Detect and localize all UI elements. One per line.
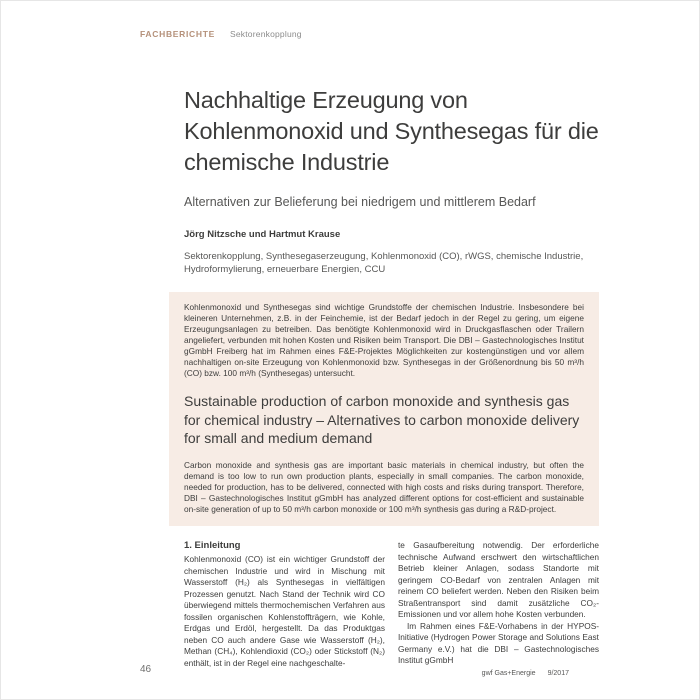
abstract-english: Carbon monoxide and synthesis gas are important basic materials in chemical industry, but often the demand is too low to run own production plants, especially in small companies. The carbon monoxide, needed for production, has to be delivered, connected with high costs and risks during transport. Therefore, DBI – Gastechnologisches Institut gGmbH has analyzed different options for cost-efficient and sustainable on-site generation of up to 50 m³/h carbon monoxide or 100 m³/h synthesis gas during a R&D-project. (184, 459, 584, 514)
body-paragraph-right-1: te Gasaufbereitung notwendig. Der erforderliche technische Aufwand erschwert den wirtschaftlichen Betrieb kleiner Anlagen, sodass Standorte mit geringem CO-Bedarf von zentralen Anlagen mit reinem CO beliefert werden. Neben den Risiken beim Straßentransport sind damit zusätzliche CO₂-Emissionen und vor allem hohe Kosten verbunden. (398, 540, 599, 619)
kicker-category: FACHBERICHTE (140, 29, 215, 39)
abstract-box (169, 292, 599, 526)
body-columns (184, 540, 599, 669)
section-heading: 1. Einleitung (184, 540, 241, 551)
body-paragraph-left: Kohlenmonoxid (CO) ist ein wichtiger Grundstoff der chemischen Industrie und wird in Mischung mit Wasserstoff (H₂) als Synthesegas in vielfältigen Prozessen genutzt. Nach Stand der Technik wird CO überwiegend mittels thermochemischen Verfahren aus fossilen organischen Kohlenstoffträgern, wie Kohle, Erdgas und Erdöl, hergestellt. Da das Produktgas neben CO auch andere Gase wie Wasserstoff (H₂), Methan (CH₄), Kohlendioxid (CO₂) oder Stickstoff (N₂) enthält, ist in der Regel eine nachgeschalte- (184, 554, 385, 668)
footer-page-number: 46 (140, 664, 152, 675)
article-keywords: Sektorenkopplung, Synthesegaserzeugung, Kohlenmonoxid (CO), rWGS, chemische Industrie, Hydroformylierung, erneuerbare Energien, CCU (184, 251, 584, 275)
kicker-topic: Sektorenkopplung (230, 29, 302, 39)
body-paragraph-right-2: Im Rahmen eines F&E-Vorhabens in der HYPOS-Initiative (Hydrogen Power Storage and Solutions East Germany e.V.) hat die DBI – Gastechnologisches Institut gGmbH (398, 620, 599, 665)
article-title: Nachhaltige Erzeugung von Kohlenmonoxid und Synthesegas für die chemische Industrie (184, 87, 599, 175)
page-kicker (140, 29, 302, 39)
footer-issue: 9/2017 (547, 670, 569, 677)
article-authors: Jörg Nitzsche und Hartmut Krause (184, 229, 341, 240)
abstract-german: Kohlenmonoxid und Synthesegas sind wichtige Grundstoffe der chemischen Industrie. Insbesondere bei kleineren Unternehmen, z.B. in der Feinchemie, ist der Bedarf jedoch in der Regel zu gering, um eigene Erzeugungsanlagen zu betreiben. Das benötigte Kohlenmonoxid wird in Druckgasflaschen oder Trailern angeliefert, verbunden mit hohen Kosten und Risiken beim Transport. Die DBI – Gastechnologisches Institut gGmbH Freiberg hat im Rahmen eines F&E-Projektes Möglichkeiten zur kostengünstigen und vor allem nachhaltigen on-site Erzeugung von Kohlenmonoxid bzw. Synthesegas in der Größenordnung bis 50 m³/h (CO) bzw. 100 m³/h (Synthesegas) untersucht. (184, 302, 584, 378)
body-column-right (398, 540, 599, 669)
article-subtitle: Alternativen zur Belieferung bei niedrigem und mittlerem Bedarf (184, 195, 536, 209)
abstract-english-title: Sustainable production of carbon monoxide and synthesis gas for chemical industry – Alternatives to carbon monoxide delivery for small and medium demand (184, 393, 580, 446)
body-column-left (184, 540, 385, 669)
footer-journal-name: gwf Gas+Energie (481, 670, 536, 677)
footer-journal-info (482, 670, 569, 677)
